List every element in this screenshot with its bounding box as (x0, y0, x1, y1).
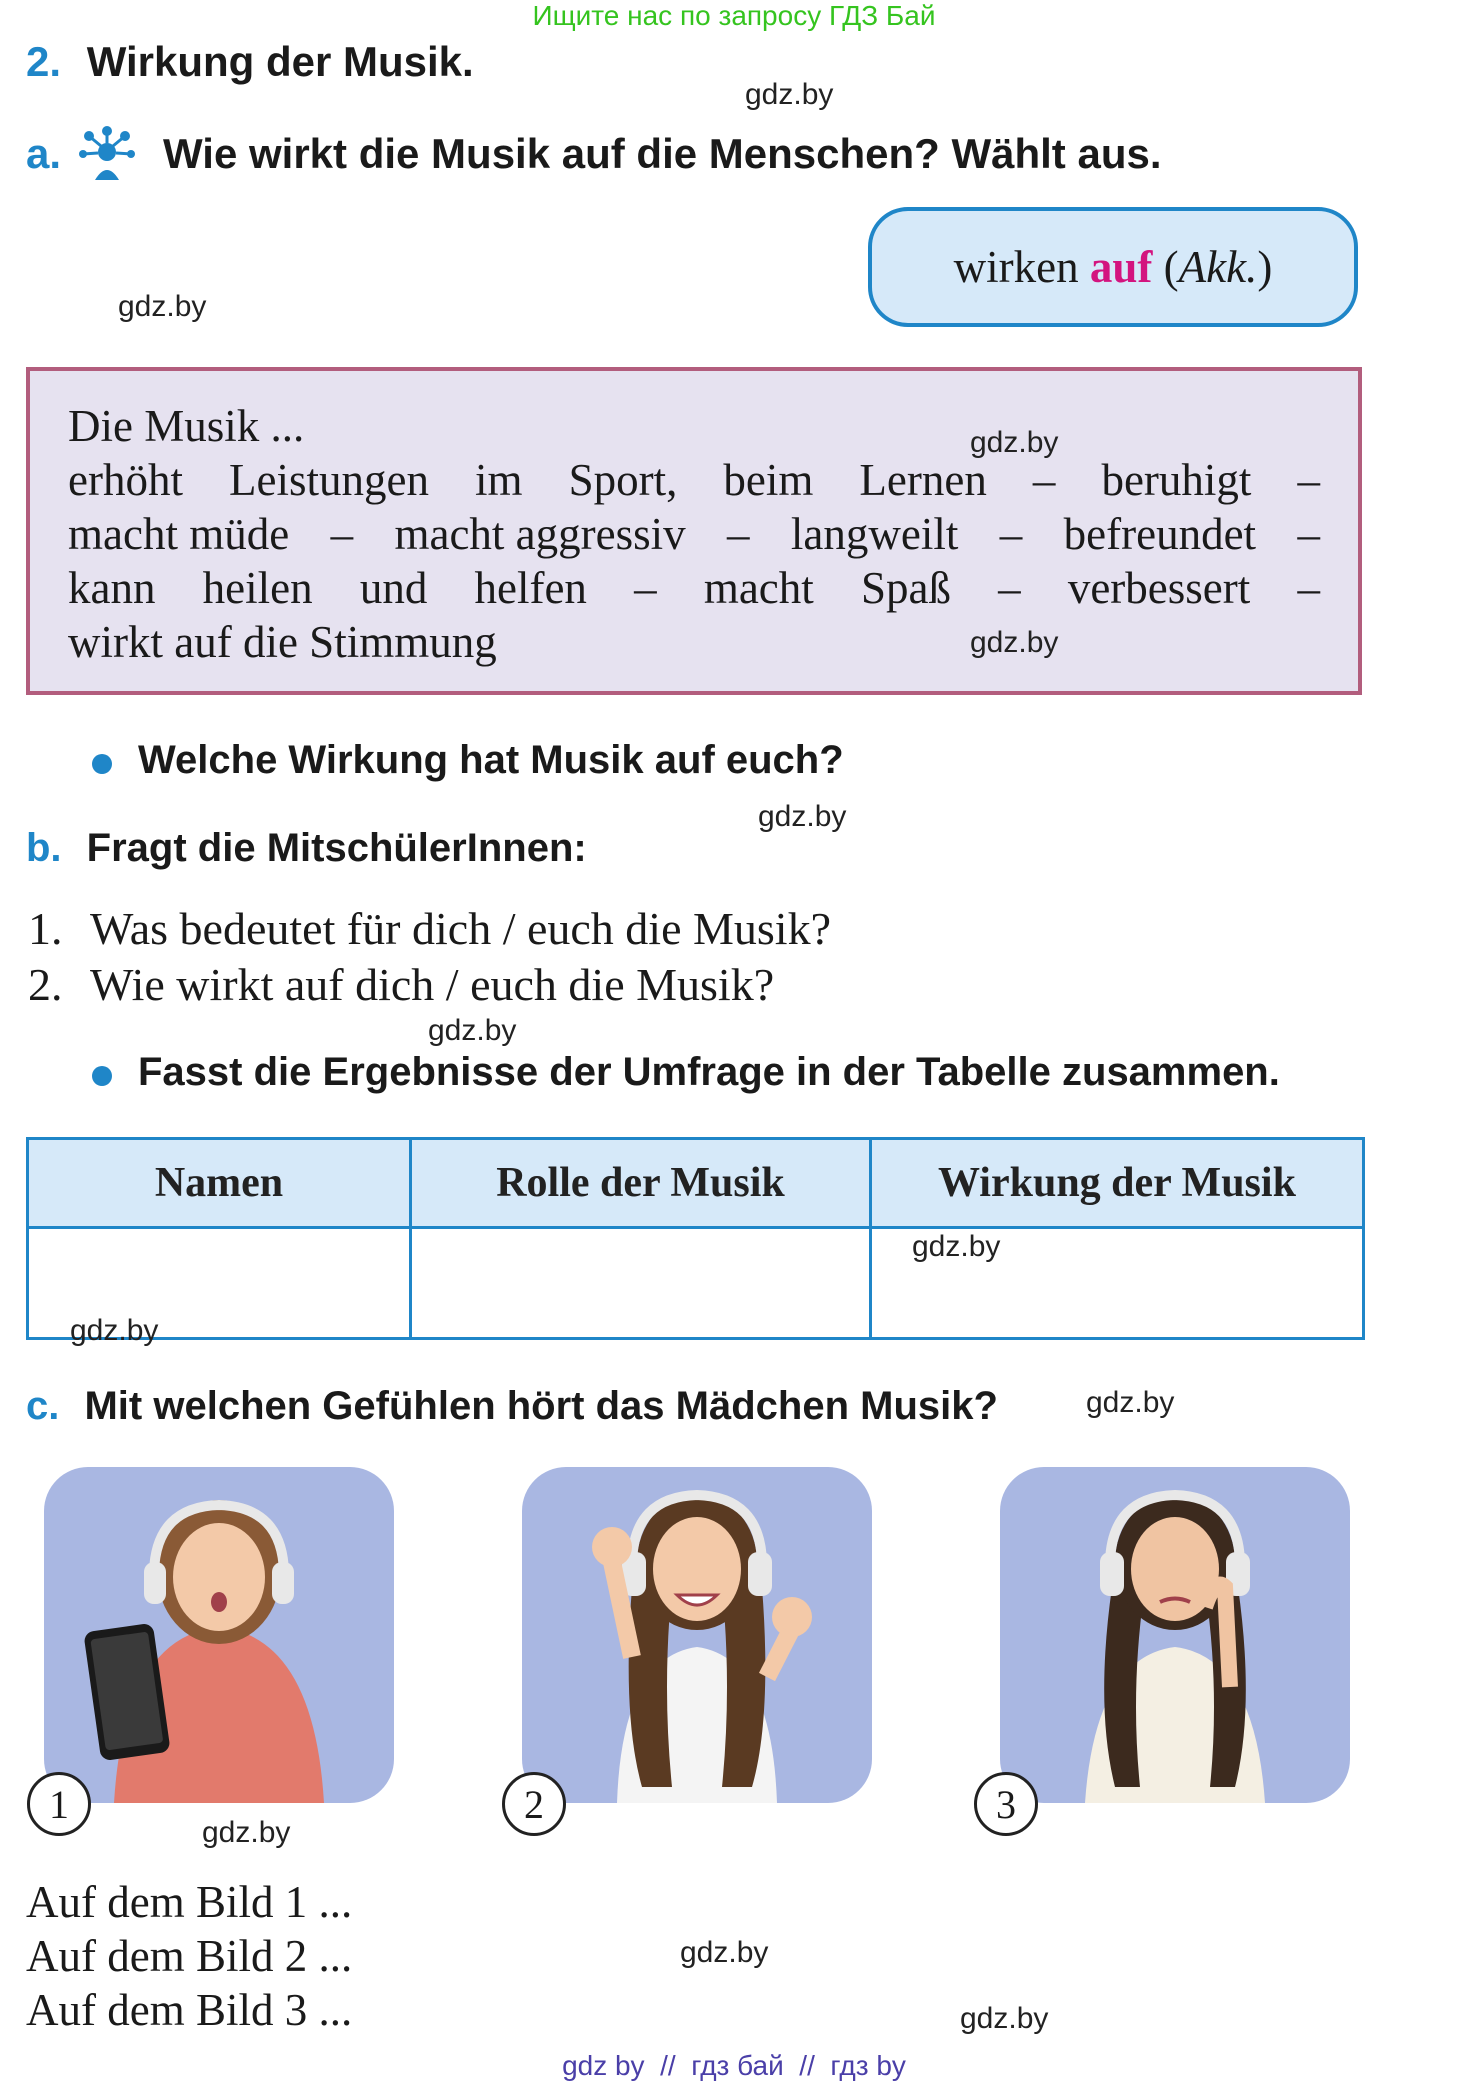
bullet-dot (92, 1066, 112, 1086)
wordbox-dash: – (634, 563, 657, 613)
task-c-heading (26, 1384, 998, 1429)
wordbox-word: beruhigt (1101, 455, 1252, 505)
watermark: gdz.by (960, 2002, 1049, 2035)
rule-case-open: ( (1163, 242, 1179, 292)
task-b-heading (26, 826, 587, 871)
task-a-heading (26, 126, 1162, 182)
picture-number-1: 1 (27, 1772, 91, 1836)
section-heading (26, 38, 474, 86)
wordbox-word: und (359, 563, 428, 613)
task-c-letter: c. (26, 1384, 60, 1428)
question-text: Wie wirkt auf dich / euch die Musik? (90, 959, 775, 1010)
table-row (28, 1228, 1364, 1339)
section-number: 2. (26, 38, 62, 85)
wordbox-dash: – (330, 509, 354, 559)
wordbox-word: macht (703, 563, 814, 613)
bullet-question-1: Welche Wirkung hat Musik auf euch? (138, 738, 844, 782)
wordbox-word: macht aggressiv (394, 509, 686, 559)
watermark: gdz.by (970, 426, 1059, 459)
wordbox-dash: – (998, 563, 1021, 613)
picture-number-3: 3 (974, 1772, 1038, 1836)
task-b-title: Fragt die MitschülerInnen: (86, 826, 587, 870)
wordbox-line-3 (68, 507, 1320, 561)
surprised-girl-with-phone-photo (44, 1467, 394, 1803)
watermark: gdz.by (202, 1816, 291, 1849)
wordbox-dash: – (1032, 455, 1056, 505)
watermark: gdz.by (912, 1230, 1001, 1263)
table-cell-rolle[interactable] (411, 1228, 871, 1339)
header-rolle: Rolle der Musik (411, 1139, 871, 1228)
wordbox-line-1 (68, 399, 1320, 453)
wordbox-line-4 (68, 561, 1320, 615)
wordbox-dash: – (1297, 509, 1320, 559)
wordbox-text: wirkt auf die Stimmung (68, 617, 497, 667)
watermark: gdz.by (428, 1014, 517, 1047)
wordbox-word: kann (68, 563, 156, 613)
bullet-instruction-2: Fasst die Ergebnisse der Umfrage in der Tabelle zusammen. (138, 1050, 1280, 1094)
wordbox-word: verbessert (1067, 563, 1251, 613)
watermark: gdz.by (745, 78, 834, 111)
rule-case-close: ) (1257, 242, 1273, 292)
wordbox-line-2 (68, 453, 1320, 507)
watermark: gdz.by (70, 1314, 159, 1347)
survey-table (26, 1137, 1365, 1340)
wordbox-word: Sport, (568, 455, 678, 505)
watermark: gdz.by (758, 800, 847, 833)
watermark: gdz.by (118, 290, 207, 323)
sentence-starter-2: Auf dem Bild 2 ... (26, 1931, 353, 1981)
wordbox-word: langweilt (790, 509, 959, 559)
picture-number-2: 2 (502, 1772, 566, 1836)
question-number: 1. (28, 903, 63, 954)
header-namen: Namen (28, 1139, 411, 1228)
wordbox-word: Spaß (860, 563, 951, 613)
header-wirkung: Wirkung der Musik (871, 1139, 1364, 1228)
wordbox-dash: – (1297, 455, 1320, 505)
wordbox-word: macht müde (68, 509, 290, 559)
task-a-letter: a. (26, 130, 62, 177)
wordbox-word: befreundet (1063, 509, 1257, 559)
wordbox-dash: – (1297, 563, 1320, 613)
task-b-letter: b. (26, 826, 62, 870)
wordbox-line-5 (68, 615, 1320, 669)
task-c-question: Mit welchen Gefühlen hört das Mädchen Musik? (84, 1384, 998, 1428)
sentence-starter-3: Auf dem Bild 3 ... (26, 1985, 353, 2035)
rule-verb: wirken (953, 242, 1079, 292)
group-discussion-icon (77, 126, 137, 182)
section-title: Wirkung der Musik. (86, 38, 474, 85)
wordbox-text: Die Musik ... (68, 401, 305, 451)
happy-girl-cheering-photo (522, 1467, 872, 1803)
question-number: 2. (28, 959, 63, 1010)
top-banner[interactable]: Ищите нас по запросу ГДЗ Бай (532, 0, 936, 31)
wordbox-word: Lernen (859, 455, 987, 505)
survey-question-1 (28, 902, 831, 955)
rule-case: Akk. (1178, 242, 1258, 292)
wordbox-word: Leistungen (229, 455, 429, 505)
question-text: Was bedeutet für dich / euch die Musik? (90, 903, 832, 954)
task-a-question: Wie wirkt die Musik auf die Menschen? Wählt aus. (163, 130, 1162, 177)
sentence-starter-1: Auf dem Bild 1 ... (26, 1877, 353, 1927)
watermark: gdz.by (680, 1936, 769, 1969)
wordbox-word: heilen (202, 563, 313, 613)
bullet-dot (92, 754, 112, 774)
footer-links[interactable]: gdz by // гдз бай // гдз by (562, 2050, 906, 2081)
rule-preposition: auf (1089, 242, 1153, 292)
wordbox-word: erhöht (68, 455, 183, 505)
grammar-rule-box (868, 207, 1358, 327)
wordbox-word: beim (723, 455, 814, 505)
wordbox-dash: – (727, 509, 750, 559)
watermark: gdz.by (1086, 1386, 1175, 1419)
word-box (26, 367, 1362, 695)
wordbox-dash: – (999, 509, 1023, 559)
survey-question-2 (28, 958, 774, 1011)
watermark: gdz.by (970, 626, 1059, 659)
wordbox-word: im (475, 455, 523, 505)
table-header-row (28, 1139, 1364, 1228)
thoughtful-girl-photo (1000, 1467, 1350, 1803)
wordbox-word: helfen (474, 563, 587, 613)
